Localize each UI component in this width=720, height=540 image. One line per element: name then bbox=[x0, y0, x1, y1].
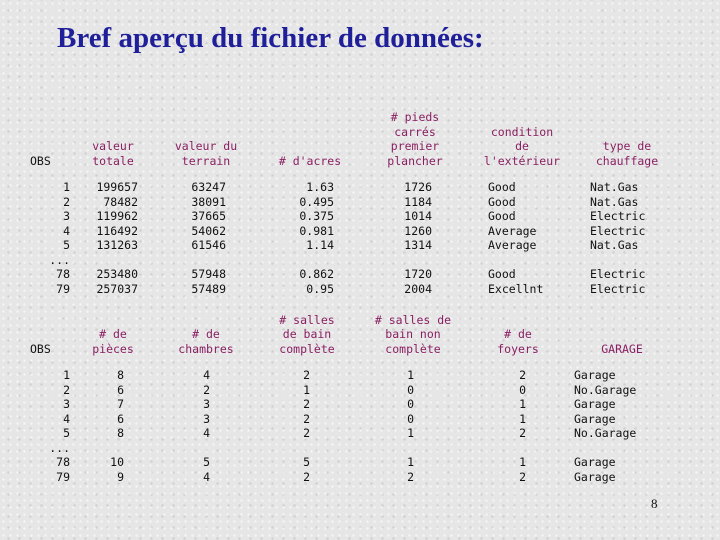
table-cell: No.Garage bbox=[574, 382, 637, 397]
table-cell: Electric bbox=[590, 267, 646, 281]
table-column bbox=[30, 356, 70, 484]
header-text: terrain bbox=[181, 153, 231, 168]
table-column bbox=[70, 356, 156, 484]
table-cell bbox=[156, 253, 226, 268]
table-cell: Garage bbox=[574, 469, 616, 484]
table-cell bbox=[574, 441, 676, 456]
table-cell: 2004 bbox=[404, 281, 432, 296]
slide-title: Bref aperçu du fichier de données: bbox=[57, 22, 484, 54]
table-cell: 2 bbox=[303, 397, 310, 411]
table-cell: 116492 bbox=[96, 223, 138, 238]
table-cell: ... bbox=[49, 252, 70, 267]
table-cell: Electric bbox=[590, 209, 646, 223]
table-cell: 119962 bbox=[96, 209, 138, 223]
table-cell: 1 bbox=[407, 455, 414, 469]
data-table-2 bbox=[30, 296, 676, 484]
table-cell: Nat.Gas bbox=[590, 180, 639, 194]
header-text: valeur bbox=[92, 139, 134, 153]
table-cell: 3 bbox=[203, 411, 210, 426]
column-header bbox=[70, 108, 156, 168]
table-cell: 1014 bbox=[404, 209, 432, 223]
header-text: de bbox=[515, 139, 529, 153]
table-cell: 5 bbox=[303, 455, 310, 469]
table-cell: Good bbox=[488, 194, 516, 209]
header-text: totale bbox=[92, 153, 134, 168]
table-cell bbox=[256, 441, 310, 456]
data-table-1 bbox=[30, 108, 676, 296]
table-cell: Nat.Gas bbox=[590, 238, 639, 252]
column-header bbox=[156, 296, 256, 356]
table-cell: 5 bbox=[63, 426, 70, 440]
table-cell bbox=[256, 253, 334, 268]
table-cell: 6 bbox=[117, 382, 124, 397]
table-cell: 3 bbox=[203, 397, 210, 411]
table-cell: Good bbox=[488, 180, 516, 194]
table-cell: 57948 bbox=[191, 267, 226, 281]
header-text: OBS bbox=[30, 341, 51, 356]
table-cell: 1 bbox=[63, 368, 70, 382]
table-cell: 0 bbox=[407, 411, 414, 426]
header-text: type de bbox=[602, 139, 652, 153]
table-cell bbox=[364, 253, 432, 268]
table-cell: 199657 bbox=[96, 180, 138, 194]
table-cell: Average bbox=[488, 238, 537, 252]
table-cell: 3 bbox=[63, 209, 70, 223]
header-text: carrés bbox=[394, 124, 436, 139]
header-text: # d'acres bbox=[278, 153, 342, 168]
table-cell: 6 bbox=[117, 411, 124, 426]
table-column bbox=[256, 356, 358, 484]
table-cell: 9 bbox=[117, 469, 124, 484]
table-cell: 3 bbox=[63, 397, 70, 411]
table-cell: 1 bbox=[407, 426, 414, 440]
table-cell: 2 bbox=[303, 426, 310, 440]
table-cell: 1 bbox=[407, 368, 414, 382]
column-header bbox=[364, 108, 466, 168]
table-cell: 0 bbox=[407, 397, 414, 411]
table-cell bbox=[358, 441, 414, 456]
table-cell: Garage bbox=[574, 397, 616, 411]
table-cell: Good bbox=[488, 209, 516, 223]
table-cell: 1 bbox=[63, 180, 70, 194]
table-cell: 1 bbox=[303, 382, 310, 397]
table-cell: No.Garage bbox=[574, 426, 637, 440]
column-header bbox=[256, 296, 358, 356]
column-header bbox=[30, 108, 70, 168]
header-text: condition bbox=[490, 124, 554, 139]
table-cell: 2 bbox=[303, 368, 310, 382]
table-cell: 0 bbox=[407, 382, 414, 397]
header-text: # de bbox=[192, 327, 220, 341]
table-column bbox=[30, 168, 70, 296]
header-text: chambres bbox=[178, 341, 234, 356]
table-cell: 1 bbox=[519, 411, 526, 426]
table-cell: 4 bbox=[203, 426, 210, 440]
table-cell: 131263 bbox=[96, 238, 138, 252]
table-cell: 63247 bbox=[191, 180, 226, 194]
table-cell: 79 bbox=[56, 281, 70, 296]
column-header bbox=[358, 296, 468, 356]
table-cell: 0.95 bbox=[306, 281, 334, 296]
header-text: # de bbox=[504, 327, 532, 341]
header-text: pièces bbox=[92, 341, 134, 356]
column-header bbox=[70, 296, 156, 356]
header-text: complète bbox=[279, 341, 335, 356]
table-cell: 37665 bbox=[191, 209, 226, 223]
header-text: bain non bbox=[385, 327, 441, 341]
header-text: OBS bbox=[30, 153, 51, 168]
table-cell: 2 bbox=[407, 469, 414, 484]
table-cell: 78482 bbox=[103, 194, 138, 209]
table-cell: 54062 bbox=[191, 223, 226, 238]
table-column bbox=[358, 356, 468, 484]
table-cell bbox=[70, 441, 124, 456]
table-cell: Electric bbox=[590, 281, 646, 296]
table-cell: 5 bbox=[203, 455, 210, 469]
header-text: plancher bbox=[387, 153, 443, 168]
table-cell bbox=[590, 253, 676, 268]
column-header bbox=[30, 296, 70, 356]
header-text: # de bbox=[99, 327, 127, 341]
table-cell: 2 bbox=[303, 411, 310, 426]
table-cell: 10 bbox=[110, 455, 124, 469]
table-cell: 4 bbox=[63, 223, 70, 238]
header-text: # pieds bbox=[390, 110, 440, 124]
table-cell: 0.981 bbox=[299, 223, 334, 238]
table-column bbox=[578, 168, 676, 296]
table-cell: Electric bbox=[590, 223, 646, 238]
header-text: de bain bbox=[282, 327, 332, 341]
table-cell: 1260 bbox=[404, 223, 432, 238]
table-cell: Excellnt bbox=[488, 281, 544, 296]
header-text: valeur du bbox=[174, 139, 238, 153]
table-cell: 8 bbox=[117, 368, 124, 382]
header-text: # salles de bbox=[374, 312, 452, 327]
table-cell: 1 bbox=[519, 397, 526, 411]
table-cell: Garage bbox=[574, 455, 616, 469]
table-cell: 2 bbox=[519, 469, 526, 484]
table-cell: 57489 bbox=[191, 281, 226, 296]
table-cell bbox=[84, 253, 138, 268]
table-cell: 78 bbox=[56, 267, 70, 281]
table-cell: 1726 bbox=[404, 180, 432, 194]
table-column bbox=[156, 356, 256, 484]
table-column bbox=[70, 168, 156, 296]
table-column bbox=[364, 168, 466, 296]
table-cell: 257037 bbox=[96, 281, 138, 296]
table-cell: 61546 bbox=[191, 238, 226, 252]
table-cell: 4 bbox=[203, 368, 210, 382]
table-cell bbox=[156, 441, 210, 456]
table-cell: 5 bbox=[63, 238, 70, 252]
table-cell: 2 bbox=[303, 469, 310, 484]
table-column bbox=[468, 356, 568, 484]
table-column bbox=[466, 168, 578, 296]
header-text: complète bbox=[385, 341, 441, 356]
table-cell: 0.862 bbox=[299, 267, 334, 281]
table-cell: 2 bbox=[63, 194, 70, 209]
table-cell: 253480 bbox=[96, 267, 138, 281]
table-cell: 1314 bbox=[404, 238, 432, 252]
table-cell: 0.495 bbox=[299, 194, 334, 209]
table-cell: 78 bbox=[56, 455, 70, 469]
table-cell: 1184 bbox=[404, 194, 432, 209]
table-cell bbox=[468, 441, 526, 456]
column-header bbox=[256, 108, 364, 168]
column-header bbox=[578, 108, 676, 168]
table-cell: Good bbox=[488, 267, 516, 281]
table-cell: Garage bbox=[574, 411, 616, 426]
table-cell: 2 bbox=[203, 382, 210, 397]
table-cell: 8 bbox=[117, 426, 124, 440]
table-cell: 1 bbox=[519, 455, 526, 469]
table-column bbox=[256, 168, 364, 296]
header-text: chauffage bbox=[595, 153, 659, 168]
header-text: # salles bbox=[279, 312, 335, 327]
table-cell bbox=[488, 253, 578, 268]
table-cell: 1.63 bbox=[306, 180, 334, 194]
table-cell: Garage bbox=[574, 368, 616, 382]
header-text: premier bbox=[390, 139, 440, 153]
table-cell: Average bbox=[488, 223, 537, 238]
column-header bbox=[466, 108, 578, 168]
page-number: 8 bbox=[651, 496, 658, 511]
header-text: GARAGE bbox=[601, 341, 643, 356]
table-cell: Nat.Gas bbox=[590, 194, 639, 209]
table-cell: 4 bbox=[63, 411, 70, 426]
table-cell: 2 bbox=[519, 368, 526, 382]
column-header bbox=[156, 108, 256, 168]
column-header bbox=[468, 296, 568, 356]
header-text: l'extérieur bbox=[483, 153, 561, 168]
column-header bbox=[568, 296, 676, 356]
table-column bbox=[568, 356, 676, 484]
table-column bbox=[156, 168, 256, 296]
table-cell: 0.375 bbox=[299, 209, 334, 223]
table-cell: 7 bbox=[117, 397, 124, 411]
table-cell: 38091 bbox=[191, 194, 226, 209]
table-cell: 1720 bbox=[404, 267, 432, 281]
table-cell: 79 bbox=[56, 469, 70, 484]
table-cell: 0 bbox=[519, 382, 526, 397]
table-cell: 1.14 bbox=[306, 238, 334, 252]
table-cell: ... bbox=[49, 440, 70, 455]
table-cell: 4 bbox=[203, 469, 210, 484]
table-cell: 2 bbox=[63, 382, 70, 397]
table-cell: 2 bbox=[519, 426, 526, 440]
header-text: foyers bbox=[497, 341, 539, 356]
